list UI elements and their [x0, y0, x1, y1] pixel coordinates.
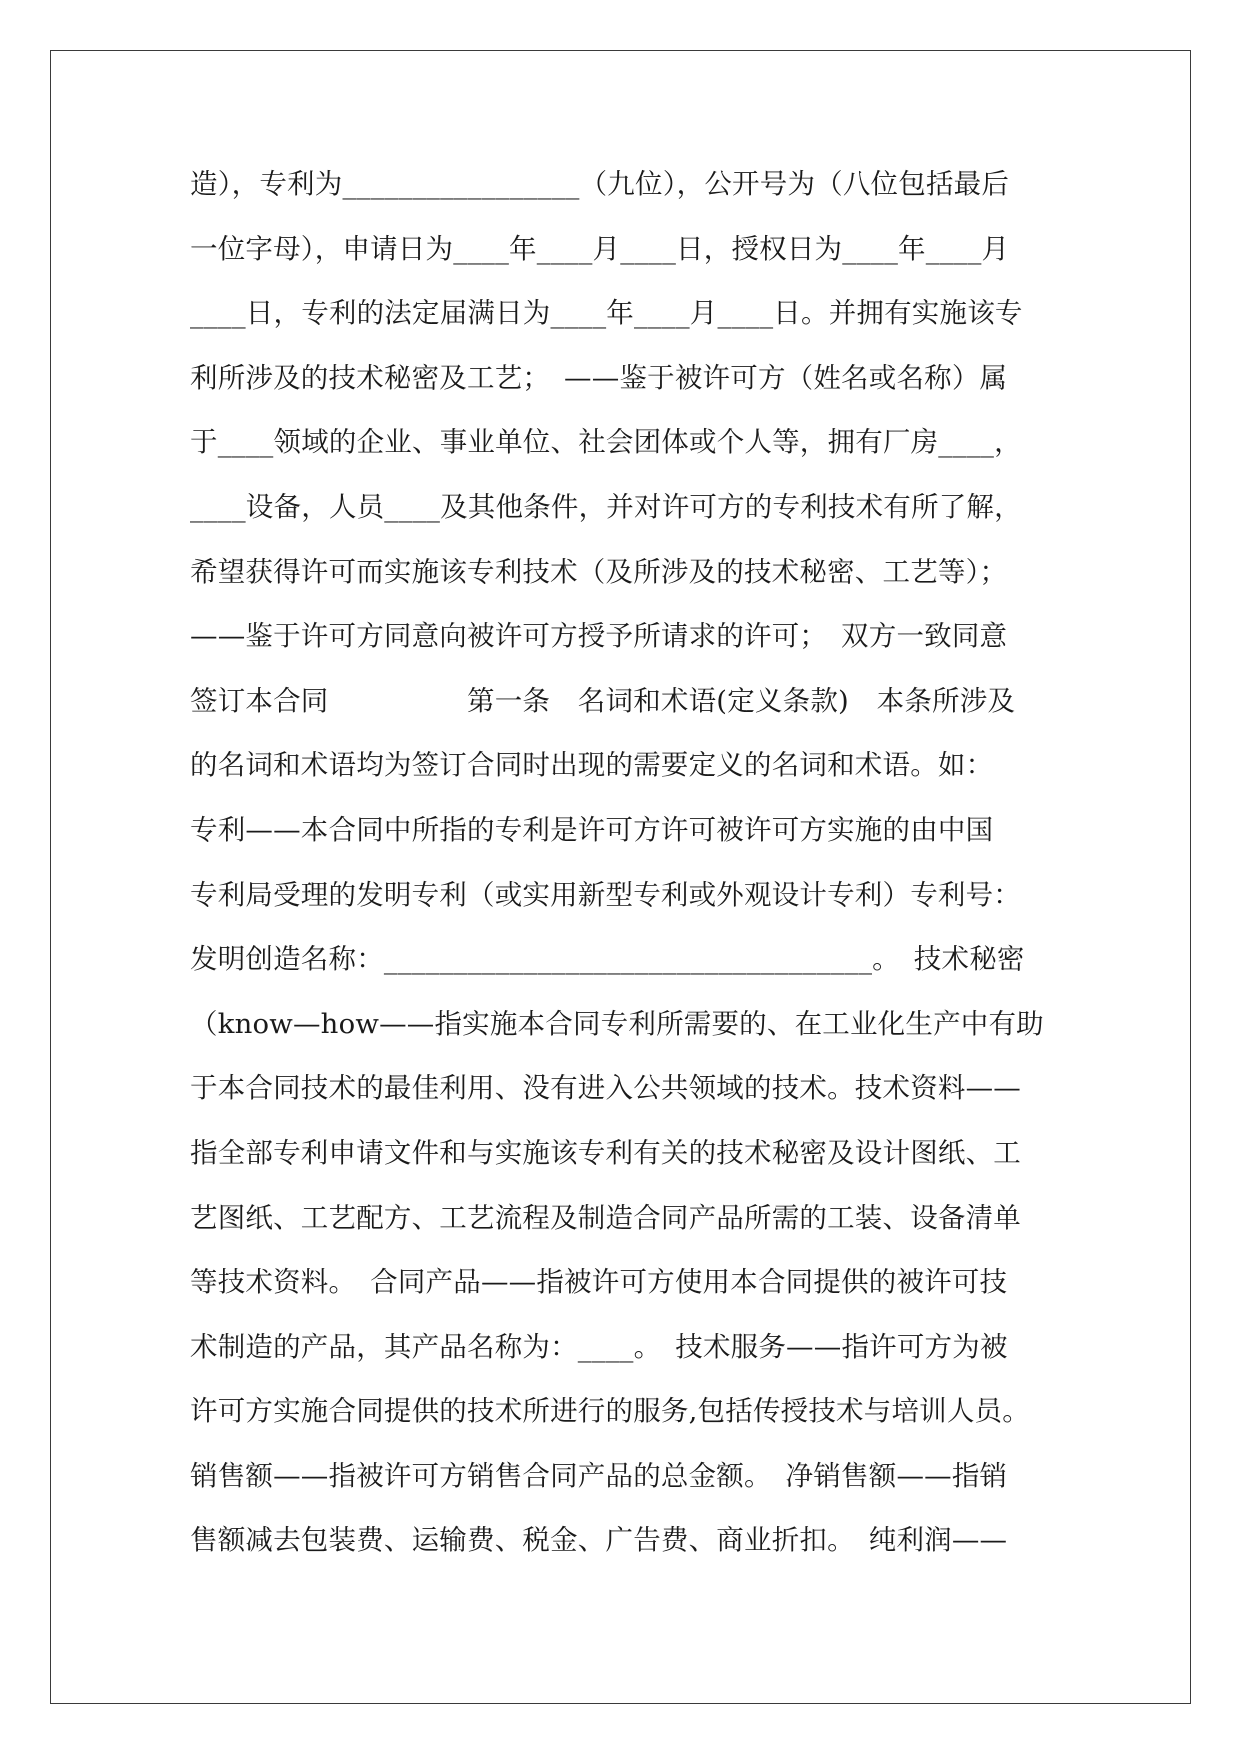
document-line: ____日，专利的法定届满日为____年____月____日。并拥有实施该专 [190, 297, 1023, 330]
document-line: 造），专利为_________________（九位），公开号为（八位包括最后 [190, 168, 1010, 200]
document-line: 专利局受理的发明专利（或实用新型专利或外观设计专利）专利号： [190, 878, 1021, 911]
document-line: 术制造的产品，其产品名称为：____。 技术服务——指许可方为被 [190, 1330, 1008, 1363]
document-line: 于本合同技术的最佳利用、没有进入公共领域的技术。技术资料—— [190, 1072, 1021, 1105]
document-line: 售额减去包装费、运输费、税金、广告费、商业折扣。 纯利润—— [190, 1524, 1008, 1557]
document-line: 艺图纸、工艺配方、工艺流程及制造合同产品所需的工装、设备清单 [190, 1201, 1021, 1234]
document-line: 指全部专利申请文件和与实施该专利有关的技术秘密及设计图纸、工 [190, 1136, 1021, 1169]
document-line: 发明创造名称：___________________________________。 技术秘密 [190, 943, 1025, 976]
document-line: 的名词和术语均为签订合同时出现的需要定义的名词和术语。如： [190, 749, 994, 782]
document-line: 等技术资料。 合同产品——指被许可方使用本合同提供的被许可技 [190, 1266, 1008, 1299]
document-line: 签订本合同 第一条 名词和术语(定义条款) 本条所涉及 [190, 684, 1016, 717]
document-line: （know—how——指实施本合同专利所需要的、在工业化生产中有助 [190, 1007, 1044, 1040]
document-line: 于____领域的企业、事业单位、社会团体或个人等，拥有厂房____， [190, 426, 1022, 459]
document-line: ——鉴于许可方同意向被许可方授予所请求的许可； 双方一致同意 [190, 620, 1008, 653]
document-line: 利所涉及的技术秘密及工艺； ——鉴于被许可方（姓名或名称）属 [190, 361, 1008, 394]
document-line: 专利——本合同中所指的专利是许可方许可被许可方实施的由中国 [190, 813, 994, 846]
document-line: 希望获得许可而实施该专利技术（及所涉及的技术秘密、工艺等）； [190, 555, 1008, 588]
document-line: ____设备，人员____及其他条件，并对许可方的专利技术有所了解， [190, 490, 1022, 523]
document-body [190, 158, 1070, 1579]
document-line: 销售额——指被许可方销售合同产品的总金额。 净销售额——指销 [190, 1459, 1008, 1492]
document-line: 许可方实施合同提供的技术所进行的服务,包括传授技术与培训人员。 [190, 1395, 1030, 1428]
document-line: 一位字母），申请日为____年____月____日，授权日为____年____月 [190, 232, 1010, 265]
